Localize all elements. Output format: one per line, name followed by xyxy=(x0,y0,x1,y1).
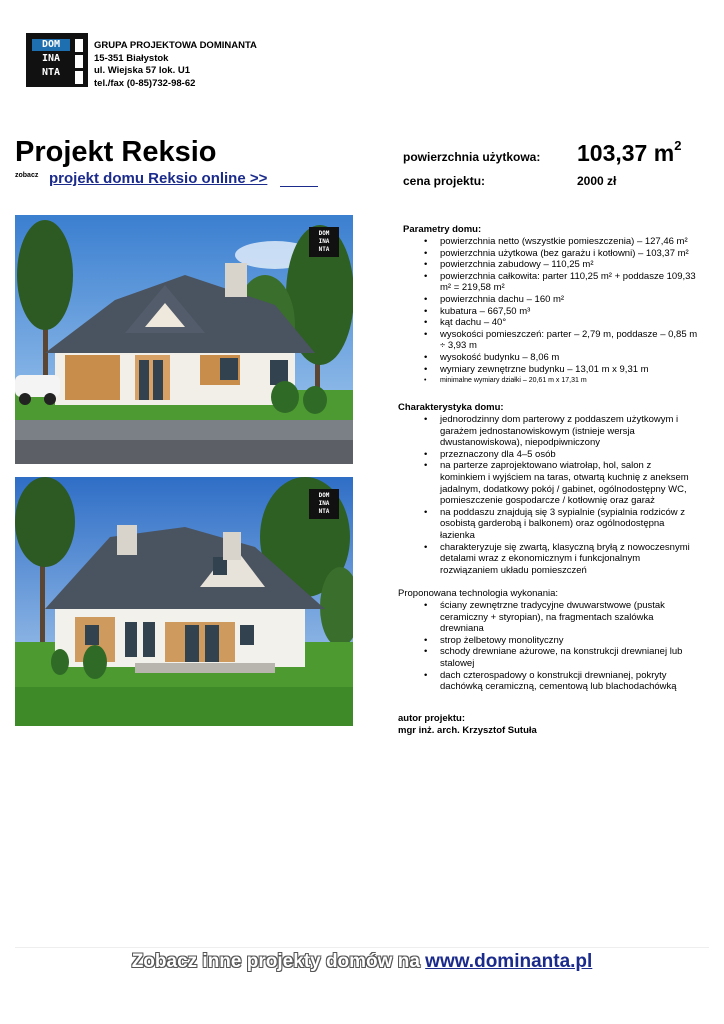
list-item: • powierzchnia dachu – 160 m² xyxy=(424,294,704,306)
parametry-heading: Parametry domu: xyxy=(403,224,482,235)
area-label: powierzchnia użytkowa: xyxy=(403,150,541,164)
logo-letters-2: INA xyxy=(41,53,61,64)
list-item: • wymiary zewnętrzne budynku – 13,01 m x 9,31 m xyxy=(424,364,704,376)
house-back-render xyxy=(15,477,353,726)
area-superscript: 2 xyxy=(674,138,682,153)
company-name: GRUPA PROJEKTOWA DOMINANTA xyxy=(94,40,257,51)
list-item: • na poddaszu znajdują się 3 sypialnie (sypialnia rodziców z osobistą garderobą i balkonem) oraz ogólnodostępna łazienka xyxy=(424,507,699,542)
company-address xyxy=(94,40,257,90)
list-item: • powierzchnia użytkowa (bez garażu i kotłowni) – 103,37 m² xyxy=(424,248,704,260)
company-phone: tel./fax (0-85)732-98-62 xyxy=(94,77,196,89)
online-project-link[interactable]: projekt domu Reksio online >> xyxy=(49,170,268,187)
footer-website-link[interactable]: www.dominanta.pl xyxy=(425,951,593,972)
watermark-logo: DOM INA NTA xyxy=(309,227,339,257)
area-number: 103,37 m xyxy=(577,140,675,166)
list-item: • wysokości pomieszczeń: parter – 2,79 m, poddasze – 0,85 m ÷ 3,93 m xyxy=(424,329,704,352)
author-label: autor projektu: xyxy=(398,713,466,724)
list-item: • jednorodzinny dom parterowy z poddaszem użytkowym i garażem jednostanowiskowym (istnieje wersja dwustanowiskowa), niepodpiwniczony xyxy=(424,414,699,449)
parametry-list xyxy=(424,236,704,387)
price-value: 2000 zł xyxy=(577,174,617,188)
list-item: • ściany zewnętrzne tradycyjne dwuwarstwowe (pustak ceramiczny + styropian), na fragmentach szalówka drewniana xyxy=(424,600,694,635)
logo-bar xyxy=(75,39,83,52)
list-item: • minimalne wymiary działki – 20,61 m x 17,31 m xyxy=(424,375,704,387)
list-item: • wysokość budynku – 8,06 m xyxy=(424,352,704,364)
technologia-list xyxy=(424,600,694,693)
logo-letters-3: NTA xyxy=(41,67,61,78)
company-logo xyxy=(26,33,88,87)
list-item: • przeznaczony dla 4–5 osób xyxy=(424,449,699,461)
logo-bar xyxy=(75,55,83,68)
footer-banner xyxy=(0,951,724,973)
list-item: • schody drewniane ażurowe, na konstrukcji drewnianej lub stalowej xyxy=(424,646,694,669)
watermark-logo: DOM INA NTA xyxy=(309,489,339,519)
price-label: cena projektu: xyxy=(403,174,486,188)
page-title: Projekt Reksio xyxy=(15,136,217,168)
list-item: • powierzchnia całkowita: parter 110,25 m² + poddasze 109,33 m² = 219,58 m² xyxy=(424,271,704,294)
author-block xyxy=(398,713,537,736)
list-item: • dach czterospadowy o konstrukcji drewnianej, pokryty dachówką ceramiczną, cementową lub blachodachówką xyxy=(424,670,694,693)
house-front-render xyxy=(15,215,353,464)
list-item: • charakteryzuje się zwartą, klasyczną bryłą z nowoczesnymi detalami wraz z ekonomicznym i funkcjonalnym rozwiązaniem układu pomieszczeń xyxy=(424,542,699,577)
list-item: • kubatura – 667,50 m³ xyxy=(424,306,704,318)
area-value xyxy=(577,140,681,167)
logo-bar xyxy=(75,71,83,84)
technologia-heading: Proponowana technologia wykonania: xyxy=(398,588,559,599)
list-item: • powierzchnia netto (wszystkie pomieszczenia) – 127,46 m² xyxy=(424,236,704,248)
list-item: • kąt dachu – 40° xyxy=(424,317,704,329)
list-item: • na parterze zaprojektowano wiatrołap, hol, salon z kominkiem i wyjściem na taras, otwartą kuchnię z aneksem jadalnym, dodatkowy pokój / gabinet, ogólnodostępny WC, pomieszczenie gospodarcze / kotłownię oraz garaż xyxy=(424,460,699,506)
link-underline xyxy=(280,186,318,187)
list-item: • strop żelbetowy monolityczny xyxy=(424,635,694,647)
zobacz-label: zobacz xyxy=(15,172,39,179)
charakterystyka-list xyxy=(424,414,699,576)
footer-divider xyxy=(15,947,709,948)
company-street: ul. Wiejska 57 lok. U1 xyxy=(94,65,191,76)
company-city: 15-351 Białystok xyxy=(94,52,169,64)
footer-text: Zobacz inne projekty domów na xyxy=(131,951,426,972)
list-item: • powierzchnia zabudowy – 110,25 m² xyxy=(424,259,704,271)
author-name: mgr inż. arch. Krzysztof Sutuła xyxy=(398,724,537,736)
charakterystyka-heading: Charakterystyka domu: xyxy=(398,402,504,413)
logo-letters-1: DOM xyxy=(32,39,70,51)
